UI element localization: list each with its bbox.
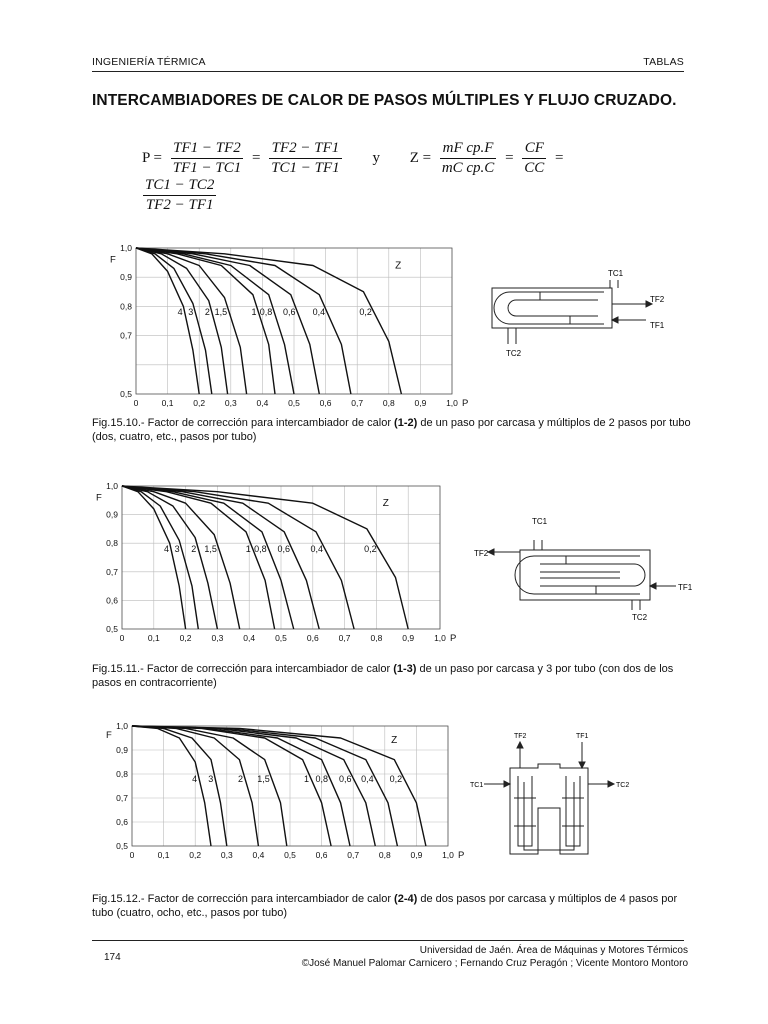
conjunction: y — [372, 150, 380, 166]
y-tick-label: 0,5 — [116, 841, 128, 851]
curve-label: 1,5 — [204, 543, 217, 554]
x-tick-label: 0,1 — [147, 633, 160, 643]
x-axis-label: P — [462, 398, 469, 409]
y-tick-label: 0,7 — [106, 566, 118, 577]
curve-label: 2 — [191, 543, 197, 554]
footer-line-1: Universidad de Jaén. Área de Máquinas y Motores Térmicos — [419, 945, 688, 956]
header-rule — [92, 71, 684, 72]
p-fraction-1 — [171, 140, 243, 177]
label-tf2: TF2 — [514, 733, 527, 740]
series-curve — [132, 726, 426, 846]
z-denominator-2: CC — [524, 160, 545, 176]
label-tf2: TF2 — [650, 295, 665, 304]
x-tick-label: 0,2 — [193, 398, 206, 408]
x-tick-label: 0,4 — [243, 633, 256, 643]
x-tick-label: 0 — [129, 850, 135, 860]
y-tick-label: 1,0 — [116, 721, 128, 731]
footer-line-2: ©José Manuel Palomar Carnicero ; Fernando Cruz Peragón ; Vicente Montoro Montoro — [301, 957, 688, 969]
curve-label: 1 — [304, 773, 310, 784]
curve-label: 3 — [188, 307, 194, 318]
label-tc1: TC1 — [532, 517, 548, 526]
y-tick-label: 0,9 — [106, 509, 118, 520]
x-tick-label: 0,9 — [410, 850, 423, 860]
chart-fig-15-12 — [92, 716, 464, 866]
y-tick-label: 0,6 — [116, 817, 128, 827]
caption-bold: (1-2) — [394, 417, 418, 429]
equals-sign: = — [251, 150, 261, 166]
y-tick-label: 0,9 — [120, 272, 132, 283]
curve-label: 0,2 — [364, 543, 377, 554]
curve-label: 2 — [238, 773, 244, 784]
p-numerator-1: TF1 − TF2 — [171, 140, 243, 159]
equals-sign: = — [505, 150, 514, 166]
z-denominator-1: mC cp.C — [441, 160, 495, 176]
caption-text: de un paso por carcasa y múltiplos de 2 pasos por tubo (dos, cuatro, etc., pasos por tubo) — [92, 417, 691, 443]
page-title: INTERCAMBIADORES DE CALOR DE PASOS MÚLTIPLES Y FLUJO CRUZADO. — [92, 92, 677, 109]
label-tc2: TC2 — [506, 349, 522, 358]
x-tick-label: 0,5 — [284, 850, 296, 860]
curve-label: 0,6 — [277, 543, 291, 554]
label-tc1: TC1 — [608, 269, 624, 278]
x-tick-label: 0,4 — [252, 850, 265, 860]
x-tick-label: 1,0 — [434, 633, 446, 643]
curve-label: 0,4 — [310, 543, 323, 554]
label-tf1: TF1 — [650, 321, 665, 330]
curve-label: 0,8 — [259, 307, 273, 318]
header-left: INGENIERÍA TÉRMICA — [92, 56, 206, 68]
series-curve — [122, 486, 275, 629]
y-tick-label: 1,0 — [120, 243, 132, 253]
schematic-fig-15-12 — [470, 728, 650, 868]
z-numerator-1: mF cp.F — [440, 140, 497, 159]
x-tick-label: 0,3 — [220, 850, 233, 860]
series-curve — [122, 486, 240, 629]
series-curve — [136, 248, 294, 394]
series-curve — [136, 248, 247, 394]
curve-label: 1,5 — [214, 307, 228, 318]
label-tf1: TF1 — [576, 733, 589, 740]
curve-label: 0,8 — [254, 543, 267, 554]
curve-label: 0,8 — [315, 773, 329, 784]
p-denominator-2: TC1 − TF1 — [271, 160, 340, 176]
x-tick-label: 1,0 — [442, 850, 454, 860]
x-tick-label: 0,8 — [382, 398, 395, 408]
label-tc2: TC2 — [632, 613, 648, 622]
legend-title: Z — [382, 498, 389, 510]
series-curve — [122, 486, 354, 629]
curve-label: 1 — [245, 543, 251, 554]
z-numerator-2: CF — [522, 140, 546, 159]
x-tick-label: 0,4 — [256, 398, 269, 408]
caption-text: de dos pasos por carcasa y múltiplos de 4 pasos por tubo (cuatro, ocho, etc., pasos por tubo) — [92, 893, 678, 919]
x-tick-label: 0,6 — [306, 633, 319, 643]
z-fraction-3 — [143, 177, 216, 214]
curve-label: 0,2 — [389, 773, 403, 784]
x-tick-label: 0,1 — [161, 398, 174, 408]
y-tick-label: 0,6 — [106, 595, 118, 606]
x-axis-label: P — [458, 850, 465, 861]
footer-credits — [260, 945, 688, 970]
caption-fig-15-11 — [92, 662, 696, 690]
x-tick-label: 0,5 — [275, 633, 287, 643]
caption-text: de un paso por carcasa y 3 por tubo (con dos de los pasos en contracorriente) — [92, 663, 674, 689]
label-tc1: TC1 — [470, 782, 484, 789]
p-fraction-2 — [269, 140, 341, 177]
y-axis-label: F — [106, 730, 112, 741]
legend-title: Z — [391, 734, 398, 746]
page-number: 174 — [104, 952, 121, 963]
x-tick-label: 0,9 — [414, 398, 427, 408]
series-curve — [136, 248, 275, 394]
curve-label: 4 — [163, 543, 169, 554]
caption-bold: (1-3) — [393, 663, 417, 675]
y-tick-label: 0,7 — [116, 793, 128, 803]
chart-fig-15-10 — [92, 238, 469, 413]
caption-text: Fig.15.12.- Factor de corrección para intercambiador de calor — [92, 893, 395, 905]
y-tick-label: 0,5 — [120, 389, 132, 399]
x-tick-label: 0,2 — [189, 850, 202, 860]
x-tick-label: 0,3 — [224, 398, 237, 408]
label-tf2: TF2 — [474, 549, 489, 558]
curve-label: 3 — [174, 543, 180, 554]
caption-text: Fig.15.11.- Factor de corrección para intercambiador de calor — [92, 663, 394, 675]
y-axis-label: F — [96, 492, 102, 504]
header-right: TABLAS — [643, 56, 684, 68]
curve-label: 4 — [177, 307, 183, 318]
p-lhs: P = — [142, 150, 162, 166]
p-denominator-1: TF1 − TC1 — [172, 160, 242, 176]
x-tick-label: 1,0 — [446, 398, 458, 408]
caption-text: Fig.15.10.- Factor de corrección para intercambiador de calor — [92, 417, 395, 429]
caption-fig-15-10 — [92, 416, 696, 444]
y-tick-label: 0,8 — [116, 769, 128, 779]
x-tick-label: 0,6 — [319, 398, 332, 408]
series-curve — [136, 248, 228, 394]
x-tick-label: 0,7 — [351, 398, 364, 408]
curve-label: 1 — [251, 307, 257, 318]
curve-label: 4 — [192, 773, 198, 784]
y-axis-label: F — [110, 254, 116, 266]
p-numerator-2: TF2 − TF1 — [269, 140, 341, 159]
series-curve — [132, 726, 227, 846]
schematic-fig-15-10 — [470, 262, 670, 362]
series-curve — [132, 726, 375, 846]
label-tf1: TF1 — [678, 583, 693, 592]
caption-bold: (2-4) — [394, 893, 418, 905]
curve-label: 1,5 — [257, 773, 270, 784]
z-fraction-2 — [522, 140, 546, 177]
y-tick-label: 0,8 — [120, 301, 132, 312]
y-tick-label: 0,9 — [116, 745, 128, 755]
footer-rule — [92, 940, 684, 941]
series-curve — [122, 486, 294, 629]
schematic-fig-15-11 — [470, 512, 700, 622]
z-numerator-3: TC1 − TC2 — [143, 177, 216, 196]
curve-label: 3 — [208, 773, 214, 784]
series-curve — [136, 248, 319, 394]
label-tc2: TC2 — [616, 782, 630, 789]
series-curve — [132, 726, 214, 846]
curve-label: 2 — [204, 307, 210, 318]
z-lhs: Z = — [409, 150, 432, 166]
series-curve — [136, 248, 401, 394]
y-tick-label: 0,7 — [120, 330, 132, 341]
legend-title: Z — [395, 260, 402, 272]
y-tick-label: 0,5 — [106, 624, 118, 634]
curve-label: 0,4 — [312, 307, 326, 318]
x-tick-label: 0,7 — [347, 850, 360, 860]
x-tick-label: 0,9 — [402, 633, 415, 643]
x-tick-label: 0 — [119, 633, 125, 643]
series-curve — [136, 248, 212, 394]
x-tick-label: 0,8 — [370, 633, 383, 643]
x-tick-label: 0,6 — [315, 850, 328, 860]
x-tick-label: 0,5 — [288, 398, 300, 408]
series-curve — [132, 726, 331, 846]
curve-label: 0,6 — [339, 773, 352, 784]
x-tick-label: 0,8 — [378, 850, 391, 860]
equations — [140, 140, 580, 213]
z-fraction-1 — [440, 140, 497, 177]
caption-fig-15-12 — [92, 892, 696, 920]
equals-sign: = — [555, 150, 564, 166]
y-tick-label: 1,0 — [106, 481, 118, 491]
curve-label: 0,6 — [283, 307, 296, 318]
z-denominator-3: TF2 − TF1 — [145, 197, 214, 213]
series-curve — [122, 486, 217, 629]
series-curve — [132, 726, 287, 846]
x-tick-label: 0,7 — [338, 633, 351, 643]
series-curve — [122, 486, 198, 629]
x-axis-label: P — [450, 633, 457, 644]
x-tick-label: 0,3 — [211, 633, 224, 643]
curve-label: 0,2 — [359, 307, 372, 318]
y-tick-label: 0,8 — [106, 538, 118, 549]
series-curve — [122, 486, 408, 629]
chart-fig-15-11 — [92, 476, 472, 648]
x-tick-label: 0 — [133, 398, 139, 408]
x-tick-label: 0,2 — [179, 633, 192, 643]
curve-label: 0,4 — [361, 773, 374, 784]
x-tick-label: 0,1 — [157, 850, 170, 860]
